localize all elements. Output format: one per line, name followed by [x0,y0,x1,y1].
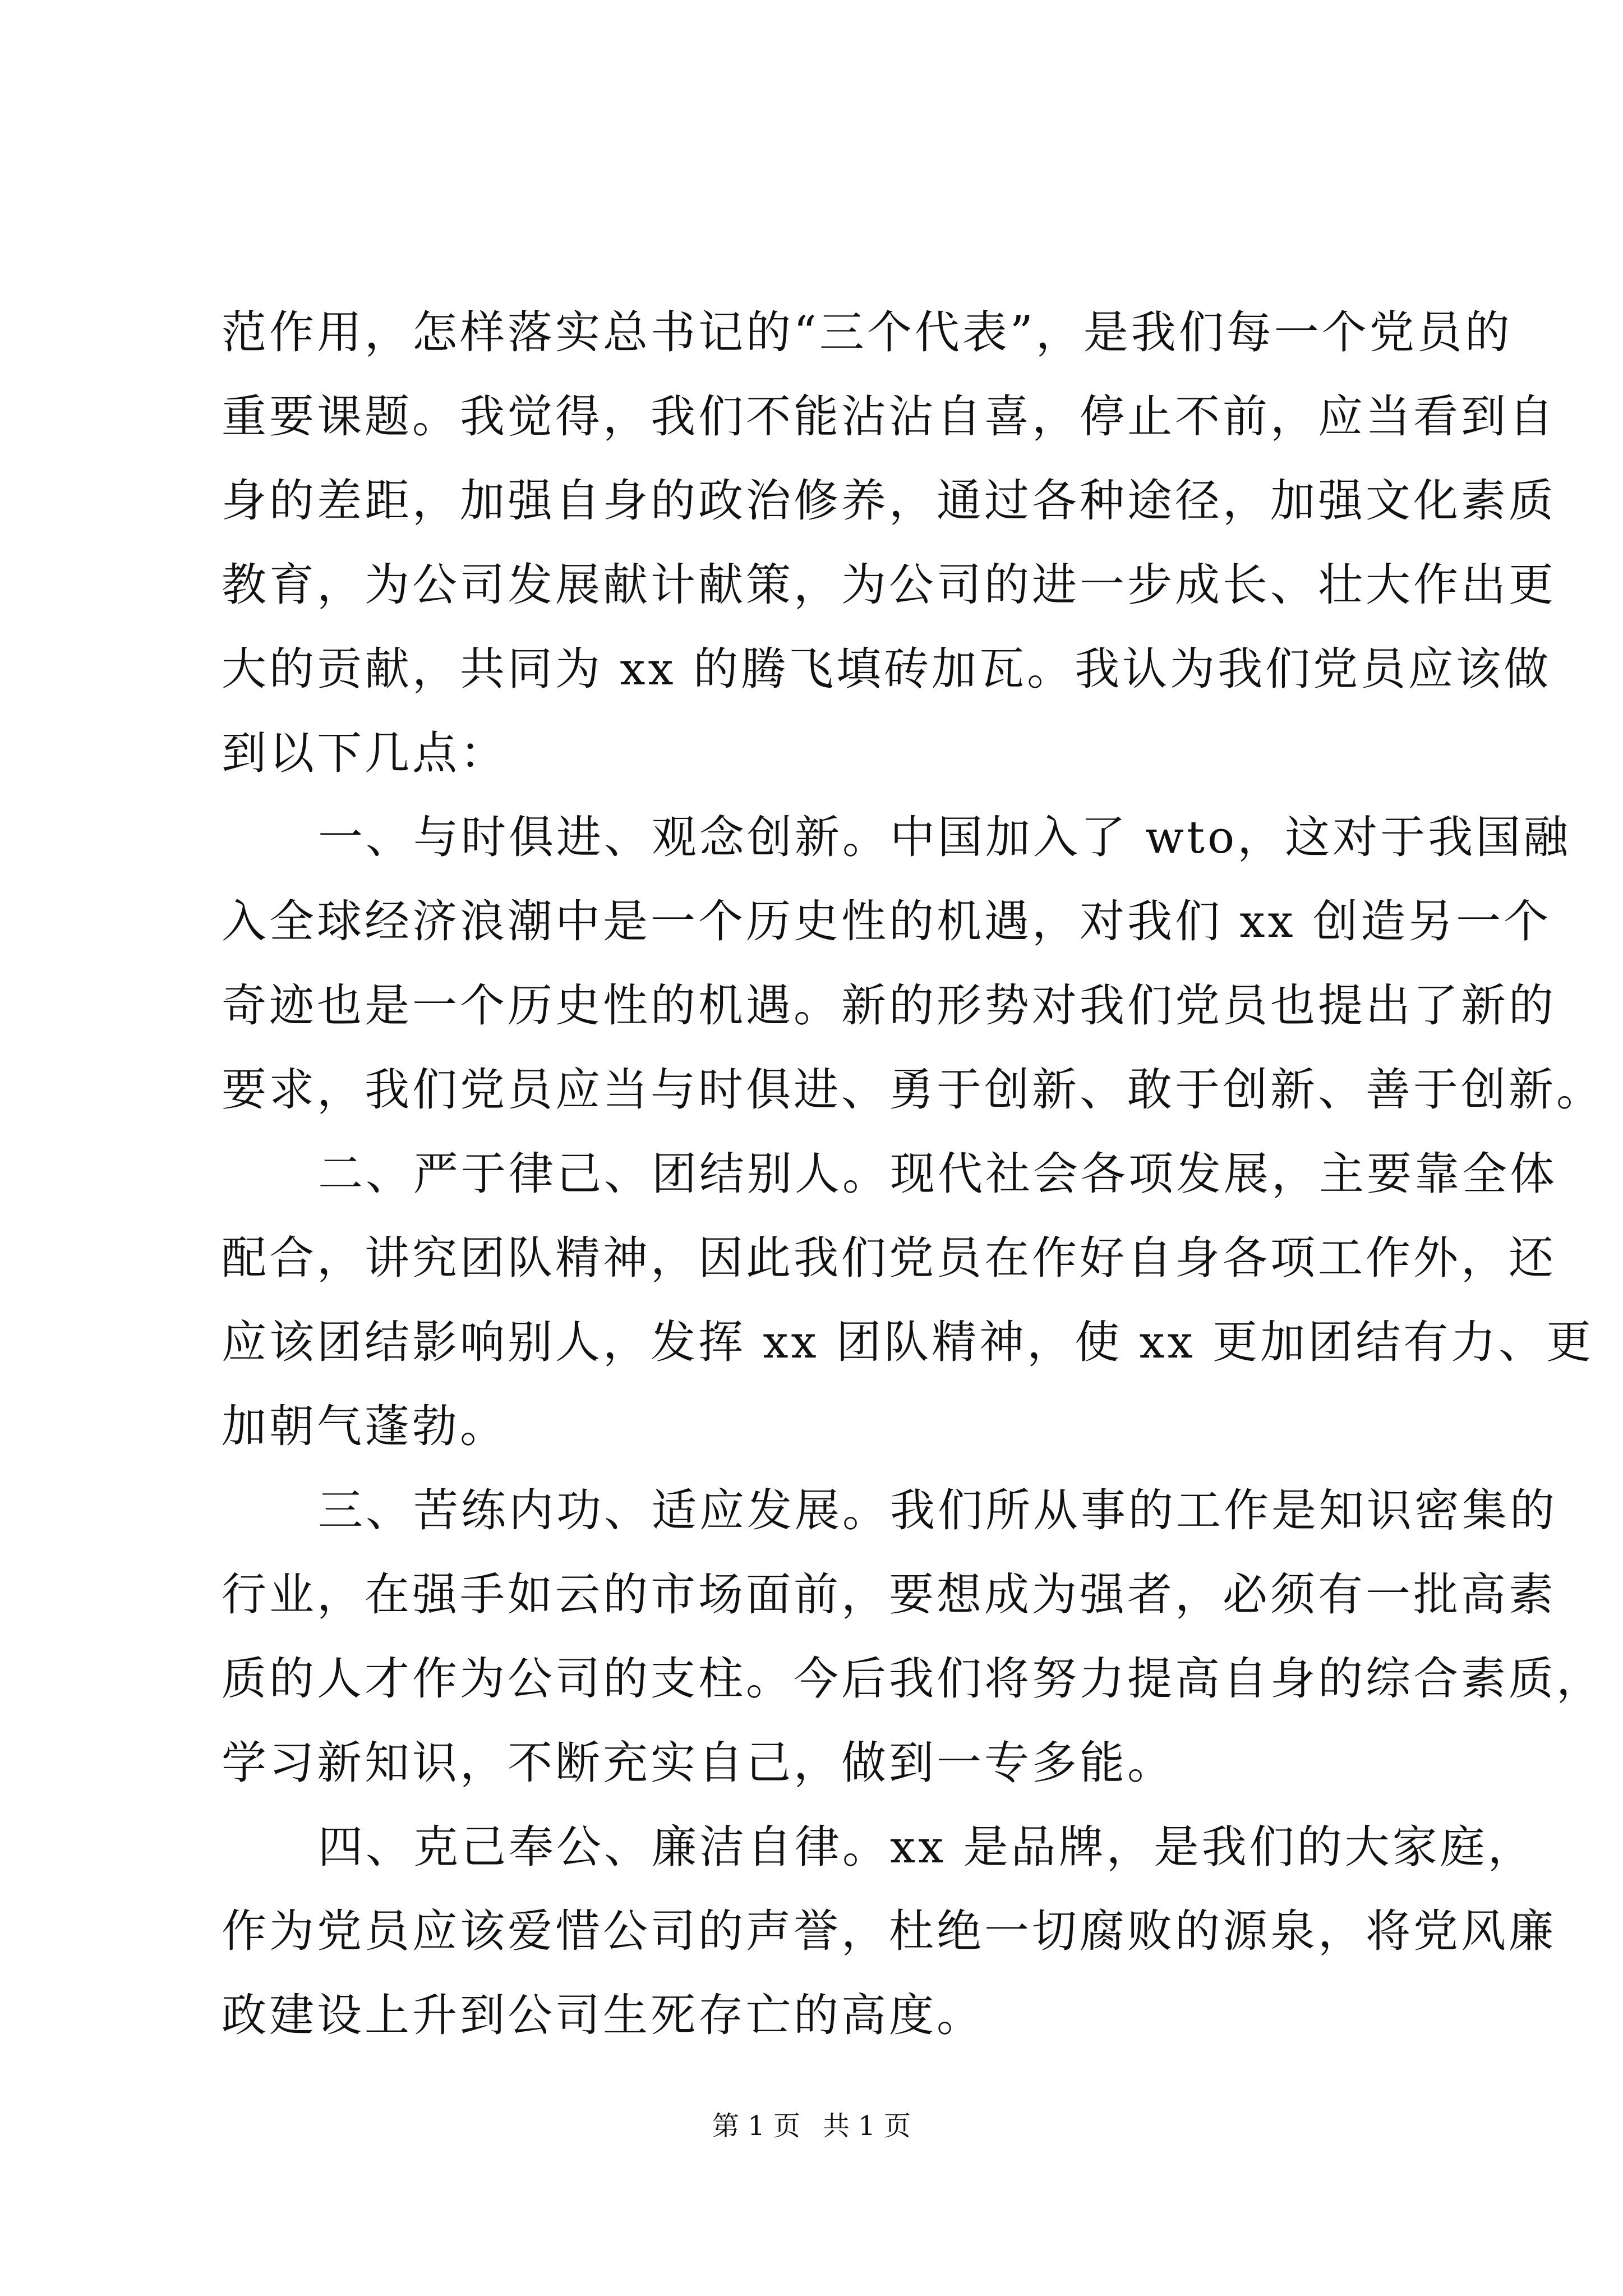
text-line: 范作用，怎样落实总书记的“三个代表”，是我们每一个党员的 [222,306,1513,358]
paragraph-first-line: 二、严于律己、团结别人。现代社会各项发展，主要靠全体 [318,1148,1557,1200]
text-line: 质的人才作为公司的支柱。今后我们将努力提高自身的综合素质， [222,1653,1604,1705]
text-line: 教育，为公司发展献计献策，为公司的进一步成长、壮大作出更 [222,559,1556,611]
page-number: 第 1 页 [712,2110,800,2142]
text-line: 行业，在强手如云的市场面前，要想成为强者，必须有一批高素 [222,1568,1556,1621]
page-total: 共 1 页 [823,2110,911,2142]
text-line: 重要课题。我觉得，我们不能沾沾自喜，停止不前，应当看到自 [222,390,1556,443]
text-line: 配合，讲究团队精神，因此我们党员在作好自身各项工作外，还 [222,1232,1556,1284]
paragraph-first-line: 三、苦练内功、适应发展。我们所从事的工作是知识密集的 [318,1484,1557,1536]
text-line: 到以下几点： [222,727,508,779]
text-line: 身的差距，加强自身的政治修养，通过各种途径，加强文化素质 [222,475,1556,527]
paragraph-first-line: 一、与时俱进、观念创新。中国加入了 wto，这对于我国融 [318,811,1571,863]
text-line: 作为党员应该爱惜公司的声誉，杜绝一切腐败的源泉，将党风廉 [222,1905,1556,1957]
text-line: 加朝气蓬勃。 [222,1400,508,1452]
text-line: 要求，我们党员应当与时俱进、勇于创新、敢于创新、善于创新。 [222,1064,1604,1116]
text-line: 入全球经济浪潮中是一个历史性的机遇，对我们 xx 创造另一个 [222,895,1552,947]
document-body [222,291,1604,2058]
paragraph-first-line: 四、克己奉公、廉洁自律。xx 是品牌，是我们的大家庭， [318,1821,1536,1873]
text-line: 大的贡献，共同为 xx 的腾飞填砖加瓦。我认为我们党员应该做 [222,643,1552,695]
text-line: 学习新知识，不断充实自己，做到一专多能。 [222,1737,1175,1789]
text-line: 应该团结影响别人，发挥 xx 团队精神，使 xx 更加团结有力、更 [222,1316,1594,1368]
page-footer [0,2109,1623,2143]
text-line: 政建设上升到公司生死存亡的高度。 [222,1989,984,2041]
text-line: 奇迹也是一个历史性的机遇。新的形势对我们党员也提出了新的 [222,979,1556,1032]
